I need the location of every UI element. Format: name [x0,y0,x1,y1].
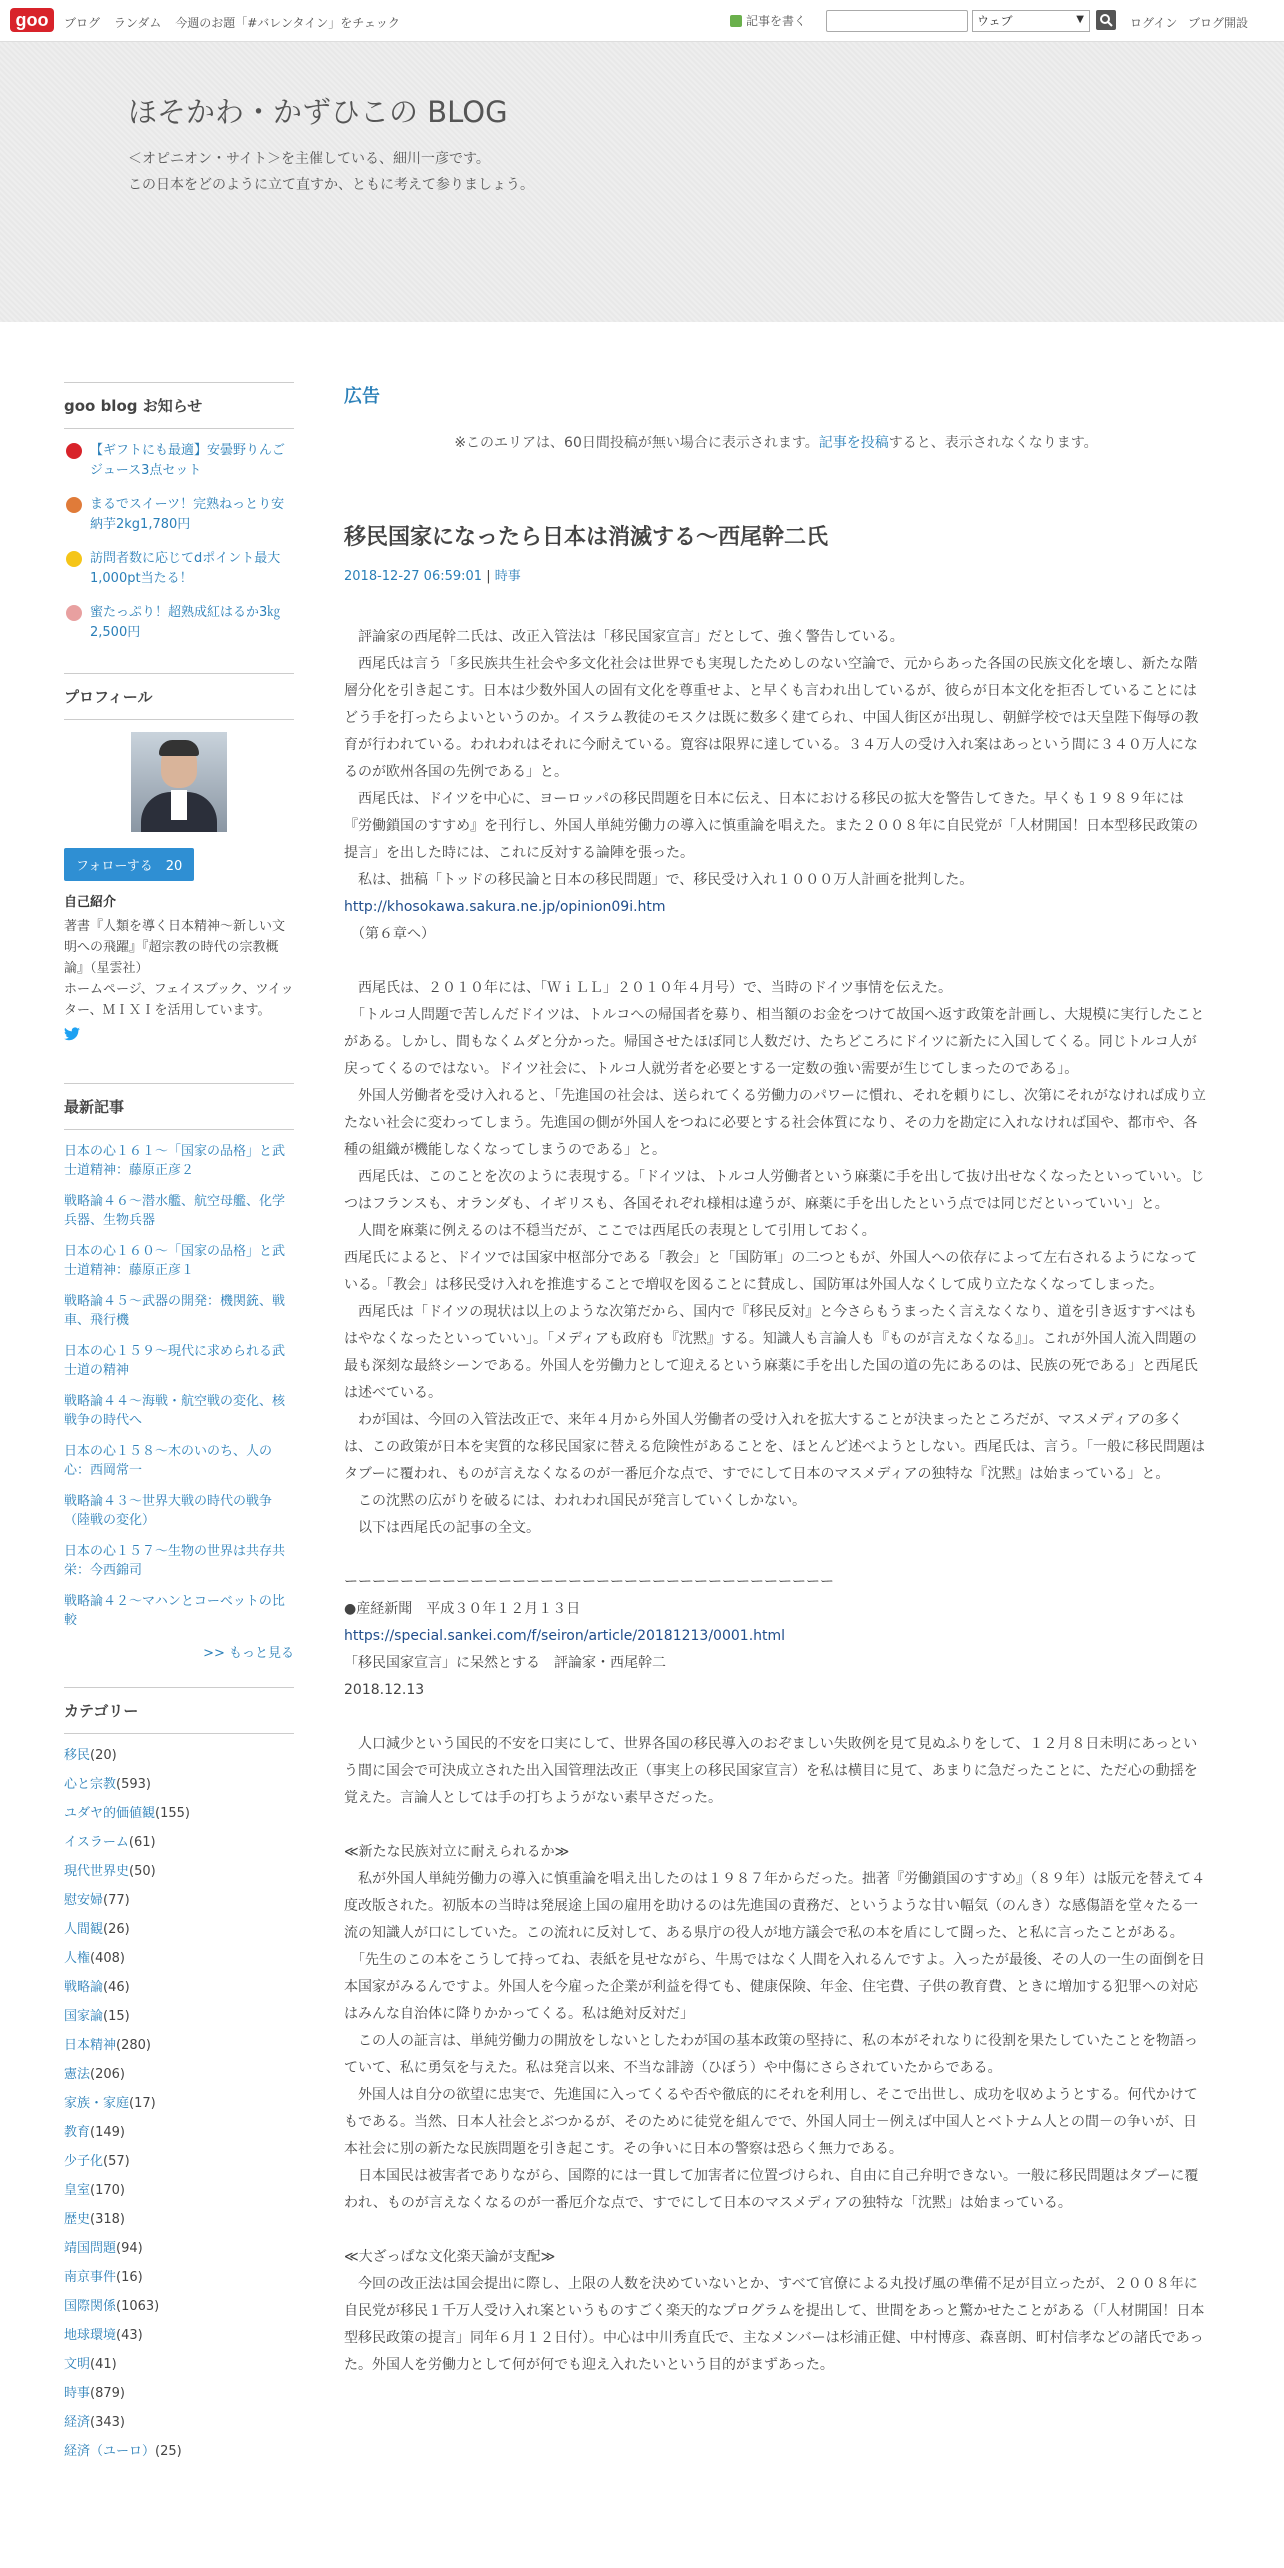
post-paragraph: 西尾氏は、２０１０年には、「ＷｉＬＬ」２０１０年４月号）で、当時のドイツ事情を伝えた。 [344,980,953,996]
category-item [64,2181,294,2201]
search-button[interactable] [1096,10,1116,30]
recent-articles-list [64,1142,294,1630]
category-link[interactable]: 皇室 [64,2183,91,2198]
recent-article-link[interactable]: 戦略論４６～潜水艦、航空母艦、化学兵器、生物兵器 [64,1194,286,1228]
category-link[interactable]: 南京事件 [64,2270,117,2285]
recent-article-link[interactable]: 戦略論４５～武器の開発：機関銃、戦車、飛行機 [64,1294,286,1328]
post-category-link[interactable]: 時事 [494,569,521,584]
category-count: (17) [129,2096,156,2111]
post-paragraph: 外国人労働者を受け入れると、「先進国の社会は、送られてくる労働力のパワーに慣れ、それを頼りにし、次第にそれがなければ成り立たない社会に変わってしまう。先進国の側が外国人をつねに必要とする社会体質になり、その力を勘定に入れなければ国や、都市や、各種の組織が機能しなくなってしまうのである」と。 [344,1088,1206,1158]
ad-note-text: ※このエリアは、60日間投稿が無い場合に表示されます。 [454,435,819,451]
category-count: (50) [129,1864,156,1879]
recent-article-link[interactable]: 日本の心１５８～木のいのち、人の心：西岡常一 [64,1444,273,1478]
category-count: (206) [90,2067,125,2082]
post-paragraph: 「トルコ人問題で苦しんだドイツは、トルコへの帰国者を募り、相当額のお金をつけて故国へ返す政策を計画し、大規模に実行したことがある。しかし、間もなくムダと分かった。帰国させたほぼ同じ人数だけ、たちどころにドイツに新たに入国してくる。同じトルコ人が戻ってくるのではない。ドイツ社会に、トルコ人就労者を必要とする一定数の強い需要が生じてしまったのである」。 [344,1007,1205,1077]
category-section-title: カテゴリー [64,1687,294,1734]
post-paragraph: 「先生のこの本をこうして持ってね、表紙を見せながら、牛馬ではなく人間を入れるんですよ。入ったが最後、その人の一生の面倒を日本国家がみるんですよ。外国人を今雇った企業が利益を得ても、健康保険、年金、住宅費、子供の教育費、ときに増加する犯罪への対応はみんな自治体に降りかかってくる。私は絶対反対だ」 [344,1952,1205,2022]
category-link[interactable]: 教育 [64,2125,91,2140]
sidebar [64,382,294,2471]
top-navigation-bar [0,0,1284,42]
post-paragraph: 外国人は自分の欲望に忠実で、先進国に入ってくるや否や徹底的にそれを利用し、そこで出世し、成功を収めようとする。何代かけてもである。当然、日本人社会とぶつかるが、そのために徒党を組んでで、外国人同士－例えば中国人とベトナム人との間－の争いが、日本社会に別の新たな民族問題を引き起こす。その争いに日本の警察は恐らく無力である。 [344,2087,1198,2157]
category-link[interactable]: 時事 [64,2386,91,2401]
category-count: (155) [155,1806,190,1821]
post-paragraph: 人間を麻薬に例えるのは不穏当だが、ここでは西尾氏の表現として引用しておく。 [344,1223,876,1239]
category-link[interactable]: 経済 [64,2415,91,2430]
category-link[interactable]: 経済（ユーロ） [64,2444,156,2459]
post-paragraph: 西尾氏によると、ドイツでは国家中枢部分である「教会」と「国防軍」の二つともが、外国人への依存によって左右されるようになっている。「教会」は移民受け入れを推進することで増収を図ることに賛成し、国防軍は外国人なくして成り立たなくなってしまった。 [344,1250,1198,1293]
category-link[interactable]: 歴史 [64,2212,91,2227]
recent-article-link[interactable]: 日本の心１６０～「国家の品格」と武士道精神：藤原正彦１ [64,1244,286,1278]
category-count: (149) [90,2125,125,2140]
ad-note [344,432,1208,452]
category-count: (61) [128,1835,156,1850]
profile-section-title: プロフィール [64,673,294,720]
category-item [64,2123,294,2143]
news-item-link[interactable]: 訪問者数に応じてdポイント最大1,000pt当たる！ [90,551,281,586]
sweet-potato-icon [66,497,82,513]
search-scope-value: ウェブ [977,14,1013,28]
category-link[interactable]: 移民 [64,1748,91,1763]
post-paragraph: 西尾氏は「ドイツの現状は以上のような次第だから、国内で『移民反対』と今さらもうまったく言えなくなり、道を引き返すすべはもはやなくなったといっていい」。「メディアも政府も『沈黙』する。知識人も言論人も『ものが言えなくなる』」。これが外国人流入問題の最も深刻な最終シーンである。外国人を労働力として迎えるという麻薬に手を出した国の道の先にあるのは、民族の死である」と西尾氏は述べている。 [344,1304,1198,1401]
ad-title: 広告 [344,386,380,407]
category-count: (46) [103,1980,130,1995]
apple-icon [66,443,82,459]
recent-article-link[interactable]: 日本の心１５９～現代に求められる武士道の精神 [64,1344,286,1378]
write-article-label: 記事を書く [746,14,807,28]
news-item[interactable] [64,441,294,481]
recent-article-link[interactable]: 戦略論４３～世界大戦の時代の戦争（陸戦の変化） [64,1494,273,1528]
post-body [344,624,1208,2379]
post-paragraph [344,1623,1208,1650]
search-icon [1099,13,1113,27]
category-item [64,1833,294,1853]
post-paragraph: 以下は西尾氏の記事の全文。 [344,1520,540,1536]
post-paragraph [344,894,1208,921]
more-articles-link[interactable]: >> もっと見る [203,1646,294,1661]
category-link[interactable]: 国家論 [64,2009,104,2024]
blog-description-line-1: ＜オピニオン・サイト＞を主催している、細川一彦です。 [128,151,490,167]
category-link[interactable]: 国際関係 [64,2299,117,2314]
category-item [64,1862,294,1882]
category-link[interactable]: 地球環境 [64,2328,117,2343]
post-meta-separator: | [482,569,495,584]
news-section-title: goo blog お知らせ [64,382,294,429]
news-list [64,441,294,643]
chevron-down-icon: ▼ [1076,14,1084,25]
post-title[interactable]: 移民国家になったら日本は消滅する～西尾幹二氏 [344,525,829,550]
category-link[interactable]: ユダヤ的価値観 [64,1806,156,1821]
category-list [64,1746,294,2462]
category-count: (16) [116,2270,143,2285]
category-count: (25) [155,2444,182,2459]
login-link[interactable]: ログイン [1130,16,1178,30]
character-icon [66,605,82,621]
recent-article-link[interactable]: 戦略論４４～海戦・航空戦の変化、核戦争の時代へ [64,1394,286,1428]
category-item [64,1746,294,1766]
recent-article-link[interactable]: 日本の心１６１～「国家の品格」と武士道精神：藤原正彦２ [64,1144,286,1178]
category-item [64,1978,294,1998]
category-link[interactable]: 靖国問題 [64,2241,117,2256]
intro-text: 著書『人類を導く日本精神～新しい文明への飛躍』『超宗教の時代の宗教概論』（星雲社） ホームページ、フェイスブック、ツイッター、ＭＩＸＩを活用しています。 [64,919,294,1018]
category-count: (43) [116,2328,143,2343]
category-count: (26) [103,1922,130,1937]
blog-header [0,42,1284,322]
category-count: (20) [90,1748,117,1763]
write-article-button[interactable] [730,12,806,29]
category-item [64,2413,294,2433]
post-paragraph: 今回の改正法は国会提出に際し、上限の人数を決めていないとか、すべて官僚による丸投げ風の準備不足が目立ったが、２００８年に自民党が移民１千万人受け入れ案というものすごく楽天的なプログラムを提出して、世間をあっと驚かせたことがある（「人材開国！日本型移民政策の提言」同年６月１２日付）。中心は中川秀直氏で、主なメンバーは杉浦正健、中村博彦、森喜朗、町村信孝などの諸氏であった。外国人を労働力として何が何でも迎え入れたいという目的がまずあった。 [344,2276,1205,2373]
category-item [64,2065,294,2085]
post-body-link[interactable]: http://khosokawa.sakura.ne.jp/opinion09i.htm [344,899,666,915]
category-count: (15) [103,2009,130,2024]
news-item[interactable] [64,495,294,535]
category-count: (280) [116,2038,151,2053]
category-link[interactable]: 戦略論 [64,1980,104,1995]
follow-button[interactable]: フォローする 20 [64,848,194,881]
star-icon [66,551,82,567]
category-item [64,2036,294,2056]
category-item [64,1775,294,1795]
post-paragraph: 人口減少という国民的不安を口実にして、世界各国の移民導入のおぞましい失敗例を見て見ぬふりをして、１２月８日未明にあっという間に国会で可決成立された出入国管理法改正（事実上の移民国家宣言）を私は横目に見て、あまりに急だったことに、ただ心の動揺を覚えた。言論人としては手の打ちようがない素早さだった。 [344,1736,1198,1806]
category-link[interactable]: 日本精神 [64,2038,117,2053]
category-link[interactable]: 憲法 [64,2067,91,2082]
category-link[interactable]: 人間観 [64,1922,104,1937]
category-count: (408) [90,1951,125,1966]
category-count: (77) [103,1893,130,1908]
category-item [64,1920,294,1940]
nav-random-link[interactable]: ランダム [113,16,162,30]
ad-note-text-2: すると、表示されなくなります。 [888,435,1098,451]
news-item-link[interactable]: 【ギフトにも最適】安曇野りんごジュース3点セット [90,443,286,478]
post-meta [344,565,1208,584]
post-paragraph: この人の証言は、単純労働力の開放をしないとしたわが国の基本政策の堅持に、私の本がそれなりに役割を果たしていたことを物語っていて、私に勇気を与えた。私は発言以来、不当な誹謗（ひぼう）や中傷にさらされていたからである。 [344,2033,1198,2076]
category-item [64,1891,294,1911]
twitter-icon[interactable] [64,1027,80,1041]
post-article-link[interactable]: 記事を投稿 [818,435,889,451]
post-paragraph: 日本国民は被害者でありながら、国際的には一貫して加害者に位置づけられ、自由に自己弁明できない。一般に移民問題はタブーに覆われ、ものが言えなくなるのが一番厄介な点で、すでにして日本のマスメディアの独特な「沈黙」は始まっている。 [344,2168,1199,2211]
blog-title[interactable]: ほそかわ・かずひこの BLOG [128,95,508,129]
recent-article-link[interactable]: 戦略論４２～マハンとコーベットの比較 [64,1594,285,1628]
category-link[interactable]: 心と宗教 [64,1777,117,1792]
post-paragraph: この沈黙の広がりを破るには、われわれ国民が発言していくしかない。 [344,1493,806,1509]
blog-description-line-2: この日本をどのように立て直すか、ともに考えて参りましょう。 [128,177,534,193]
category-item [64,2152,294,2172]
post-paragraph: 私が外国人単純労働力の導入に慎重論を唱え出したのは１９８７年からだった。拙著『労働鎖国のすすめ』（８９年）は版元を替えて４度改版された。初版本の当時は発展途上国の雇用を助けるのは先進国の責務だ、というような甘い幅気（のんき）な感傷語を堂々たる一流の知識人が口にしていた。この流れに反対して、ある県庁の役人が地方議会で私の本を盾にして闘った、と私に言ったことがある。 [344,1871,1206,1941]
nav-theme-link[interactable]: 今週のお題「#バレンタイン」をチェック [175,16,400,30]
category-item [64,2007,294,2027]
post-paragraph: （第６章へ） [344,926,435,942]
intro-title: 自己紹介 [64,895,117,910]
post-paragraph: 私は、拙稿「トッドの移民論と日本の移民問題」で、移民受け入れ１０００万人計画を批判した。 [344,872,974,888]
category-item [64,2297,294,2317]
blog-register-link[interactable]: ブログ開設 [1188,16,1249,30]
news-item-link[interactable]: まるでスイーツ！完熟ねっとり安納芋2kg1,780円 [90,497,285,532]
category-link[interactable]: 文明 [64,2357,91,2372]
category-count: (879) [90,2386,125,2401]
category-item [64,2210,294,2230]
nav-blog-link[interactable]: ブログ [64,16,101,30]
category-count: (343) [90,2415,125,2430]
category-item [64,2384,294,2404]
main-content [344,382,1208,2379]
post-paragraph: わが国は、今回の入管法改正で、来年４月から外国人労働者の受け入れを拡大することが決まったところだが、マスメディアの多くは、この政策が日本を実質的な移民国家に替える危険性があることを、ほとんど述べようとしない。西尾氏は、言う。「一般に移民問題はタブーに覆われ、ものが言えなくなるのが一番厄介な点で、すでにして日本のマスメディアの独特な『沈黙』は始まっている」と。 [344,1412,1205,1482]
category-count: (318) [90,2212,125,2227]
post-paragraph: 西尾氏は、ドイツを中心に、ヨーロッパの移民問題を日本に伝え、日本における移民の拡大を警告してきた。早くも１９８９年には『労働鎖国のすすめ』を刊行し、外国人単純労働力の導入に慎重論を唱えた。また２００８年に自民党が「人材開国！日本型移民政策の提言」を出した時には、これに反対する論陣を張った。 [344,791,1199,861]
category-link[interactable]: 現代世界史 [64,1864,130,1879]
news-item-link[interactable]: 蜜たっぷり！超熟成紅はるか3㎏2,500円 [90,605,281,640]
category-item [64,1949,294,1969]
post-paragraph: 「移民国家宣言」に呆然とする 評論家・西尾幹二 [344,1655,666,1671]
search-scope-select[interactable] [972,10,1090,32]
post-paragraph: ≪大ざっぱな文化楽天論が支配≫ [344,2249,556,2265]
post-paragraph: 西尾氏は言う「多民族共生社会や多文化社会は世界でも実現したためしのない空論で、元からあった各国の民族文化を壊し、新たな階層分化を引き起こす。日本は少数外国人の固有文化を尊重せよ、と早くも言われ出しているが、彼らが日本文化を拒否していることにはどう手を打ったらよいというのか。イスラム教徒のモスクは既に数多く建てられ、中国人街区が出現し、朝鮮学校では天皇陛下侮辱の教育が行われている。われわれはそれに今耐えている。寛容は限界に達している。３４万人の受け入れ案はあっという間に３４０万人になるのが欧州各国の先例である」と。 [344,656,1199,780]
post-date: 2018-12-27 06:59:01 [344,569,483,584]
avatar [131,732,227,832]
news-item[interactable] [64,603,294,643]
post-paragraph: ≪新たな民族対立に耐えられるか≫ [344,1844,570,1860]
category-count: (94) [116,2241,143,2256]
category-count: (57) [103,2154,130,2169]
top-nav [64,14,410,31]
category-link[interactable]: 少子化 [64,2154,104,2169]
post-paragraph: 評論家の西尾幹二氏は、改正入管法は「移民国家宣言」だとして、強く警告している。 [344,629,904,645]
pen-icon [730,15,742,27]
category-link[interactable]: 慰安婦 [64,1893,104,1908]
category-link[interactable]: イスラーム [64,1835,129,1850]
category-count: (1063) [116,2299,160,2314]
category-item [64,2094,294,2114]
search-input[interactable] [826,10,968,32]
category-link[interactable]: 家族・家庭 [64,2096,130,2111]
category-item [64,2268,294,2288]
news-item[interactable] [64,549,294,589]
category-item [64,2239,294,2259]
category-count: (170) [90,2183,125,2198]
post-body-link[interactable]: https://special.sankei.com/f/seiron/article/20181213/0001.html [344,1628,786,1644]
category-item [64,2326,294,2346]
post-paragraph: 2018.12.13 [344,1682,425,1698]
category-item [64,1804,294,1824]
goo-logo[interactable]: goo [10,8,54,32]
category-item [64,2355,294,2375]
category-item [64,2442,294,2462]
category-count: (41) [90,2357,117,2372]
recent-section-title: 最新記事 [64,1083,294,1130]
recent-article-link[interactable]: 日本の心１５７～生物の世界は共存共栄：今西錦司 [64,1544,286,1578]
post-paragraph: 西尾氏は、このことを次のように表現する。「ドイツは、トルコ人労働者という麻薬に手を出して抜け出せなくなったといっていい。じつはフランスも、オランダも、イギリスも、各国それぞれ様相は違うが、麻薬に手を出したという点では同じだといっていい」と。 [344,1169,1205,1212]
category-count: (593) [116,1777,151,1792]
category-link[interactable]: 人権 [64,1951,91,1966]
post-paragraph: ーーーーーーーーーーーーーーーーーーーーーーーーーーーーーーーーーーー [344,1574,834,1590]
post-paragraph: ●産経新聞 平成３０年１２月１３日 [344,1601,581,1617]
